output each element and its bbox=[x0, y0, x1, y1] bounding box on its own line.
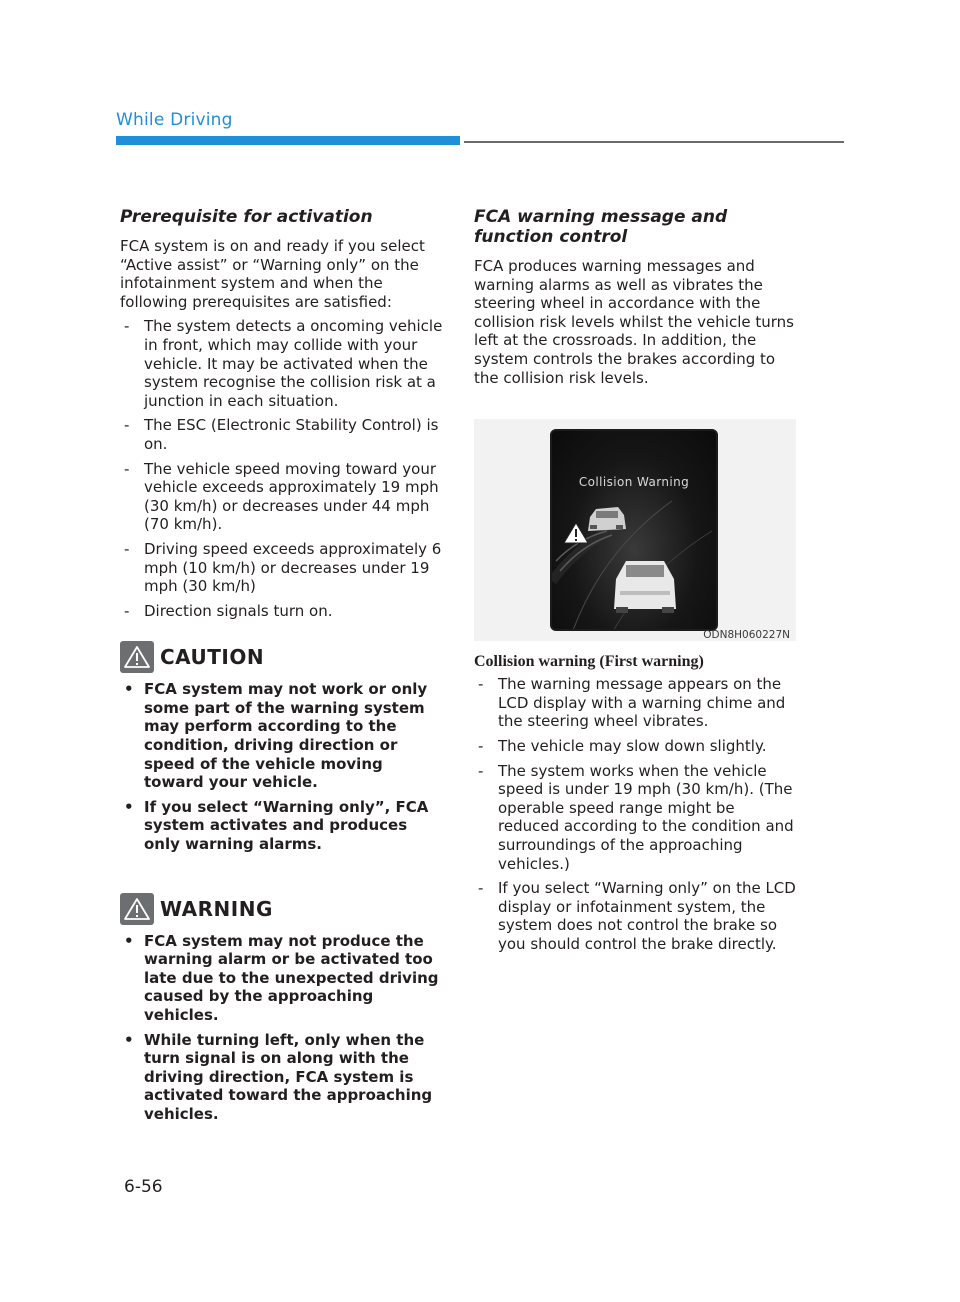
oncoming-car-icon bbox=[588, 507, 626, 531]
warning-box bbox=[120, 892, 446, 1124]
figure-code: ODN8H060227N bbox=[703, 629, 790, 642]
prerequisite-heading: Prerequisite for activation bbox=[120, 207, 373, 227]
prerequisite-intro: FCA system is on and ready if you select “Active assist” or “Warning only” on the infotainment system and when the following prerequisites are satisfied: bbox=[120, 237, 425, 311]
own-car-icon bbox=[614, 561, 676, 613]
alert-triangle-icon bbox=[564, 523, 588, 543]
header-accent-bar bbox=[116, 136, 460, 145]
prerequisite-list bbox=[120, 317, 446, 620]
header-section-title: While Driving bbox=[116, 110, 233, 130]
figure-caption: Collision warning (First warning) bbox=[474, 653, 704, 671]
left-column bbox=[120, 207, 446, 1130]
collision-warning-display-text: Collision Warning bbox=[578, 475, 690, 490]
list-item: - The vehicle may slow down slightly. bbox=[474, 737, 796, 756]
page-number: 6-56 bbox=[124, 1177, 163, 1197]
collision-warning-figure bbox=[474, 419, 796, 641]
list-item: - The vehicle speed moving toward your vehicle exceeds approximately 19 mph (30 km/h) or decreases under 44 mph (70 km/h). bbox=[120, 460, 446, 534]
cluster-display bbox=[550, 429, 718, 631]
warning-title: WARNING bbox=[160, 896, 273, 921]
list-item: - Driving speed exceeds approximately 6 mph (10 km/h) or decreases under 19 mph (30 km/h) bbox=[120, 540, 446, 596]
list-item: • FCA system may not produce the warning alarm or be activated too late due to the unexpected driving caused by the approaching vehicles. bbox=[120, 932, 446, 1025]
list-item: - Direction signals turn on. bbox=[120, 602, 446, 621]
header-rule bbox=[464, 141, 844, 143]
caution-box bbox=[120, 640, 446, 853]
list-item: • If you select “Warning only”, FCA system activates and produces only warning alarms. bbox=[120, 798, 446, 854]
list-item: • While turning left, only when the turn signal is on along with the driving direction, FCA system is activated toward the approaching vehicles. bbox=[120, 1031, 446, 1124]
list-item: • FCA system may not work or only some part of the warning system may perform according to the condition, driving direction or speed of the vehicle moving toward your vehicle. bbox=[120, 680, 446, 792]
fca-warning-heading: FCA warning message and function control bbox=[474, 207, 728, 247]
list-item: - The system detects a oncoming vehicle in front, which may collide with your vehicle. It may be activated when the system recognise the collision risk at a junction in each situation. bbox=[120, 317, 446, 410]
list-item: - If you select “Warning only” on the LCD display or infotainment system, the system does not control the brake so you should control the brake directly. bbox=[474, 879, 796, 953]
caution-title: CAUTION bbox=[160, 645, 265, 670]
warning-triangle-icon bbox=[120, 641, 154, 673]
road-scene-illustration bbox=[552, 431, 718, 631]
list-item: - The warning message appears on the LCD display with a warning chime and the steering wheel vibrates. bbox=[474, 675, 796, 731]
right-column bbox=[474, 207, 796, 959]
collision-warning-list bbox=[474, 675, 796, 953]
list-item: - The ESC (Electronic Stability Control) is on. bbox=[120, 416, 446, 453]
fca-warning-intro: FCA produces warning messages and warning alarms as well as vibrates the steering wheel in accordance with the collision risk levels whilst the vehicle turns left at the crossroads. In addition, the system controls the brakes according to the collision risk levels. bbox=[474, 257, 794, 387]
list-item: - The system works when the vehicle speed is under 19 mph (30 km/h). (The operable speed range might be reduced according to the condition and surroundings of the approaching vehicles.) bbox=[474, 762, 796, 874]
caution-list bbox=[120, 680, 446, 853]
warning-triangle-icon bbox=[120, 893, 154, 925]
warning-list bbox=[120, 932, 446, 1124]
